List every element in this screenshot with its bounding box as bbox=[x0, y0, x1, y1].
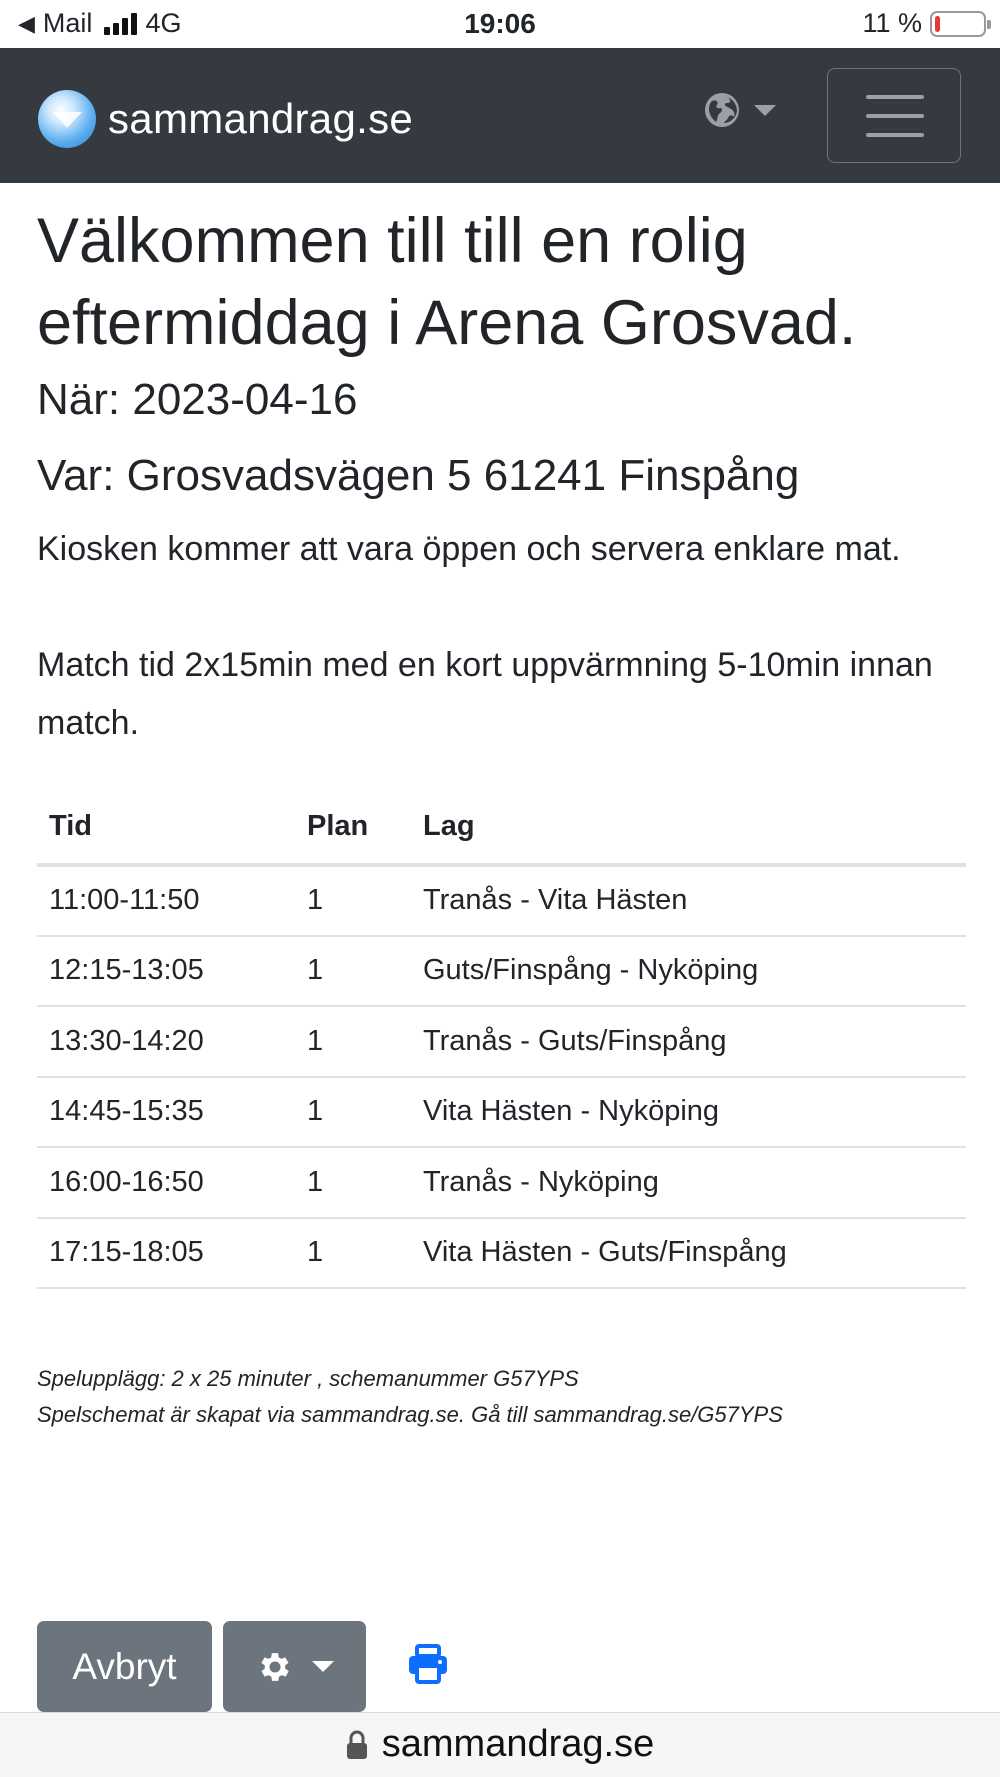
table-row bbox=[37, 865, 966, 936]
cell-plan: 1 bbox=[295, 1147, 411, 1218]
table-row bbox=[37, 1077, 966, 1148]
network-label: 4G bbox=[145, 8, 182, 38]
chevron-down-icon bbox=[754, 105, 776, 116]
schedule-table bbox=[37, 810, 966, 1289]
cell-teams: Guts/Finspång - Nyköping bbox=[411, 936, 966, 1007]
menu-icon bbox=[866, 95, 924, 99]
cancel-button[interactable]: Avbryt bbox=[37, 1621, 212, 1712]
cell-teams: Tranås - Guts/Finspång bbox=[411, 1006, 966, 1077]
cell-plan: 1 bbox=[295, 936, 411, 1007]
globe-icon bbox=[704, 92, 740, 128]
main-content bbox=[37, 200, 963, 1433]
settings-dropdown-button[interactable] bbox=[223, 1621, 366, 1712]
cell-time: 16:00-16:50 bbox=[37, 1147, 295, 1218]
chevron-down-icon bbox=[312, 1661, 334, 1672]
back-arrow-icon[interactable]: ◀ bbox=[18, 10, 35, 36]
cell-time: 11:00-11:50 bbox=[37, 865, 295, 936]
table-row bbox=[37, 1218, 966, 1289]
browser-url-bar[interactable] bbox=[0, 1712, 1000, 1777]
navbar bbox=[0, 48, 1000, 183]
event-description bbox=[37, 520, 963, 752]
cell-plan: 1 bbox=[295, 865, 411, 936]
lock-icon bbox=[346, 1730, 368, 1760]
language-dropdown[interactable] bbox=[704, 92, 776, 128]
gear-icon bbox=[256, 1648, 294, 1686]
cell-teams: Vita Hästen - Nyköping bbox=[411, 1077, 966, 1148]
event-date: När: 2023-04-16 bbox=[37, 375, 358, 424]
battery-percent: 11 % bbox=[862, 8, 922, 38]
carrier-label: Mail bbox=[42, 8, 93, 38]
table-row bbox=[37, 936, 966, 1007]
menu-toggle-button[interactable] bbox=[827, 68, 961, 163]
table-row bbox=[37, 1006, 966, 1077]
description-paragraph: Kiosken kommer att vara öppen och servera enklare mat. bbox=[37, 530, 901, 568]
print-button[interactable] bbox=[407, 1644, 449, 1689]
url-text: sammandrag.se bbox=[381, 1723, 655, 1765]
schedule-footnote bbox=[37, 1361, 963, 1433]
cell-time: 17:15-18:05 bbox=[37, 1218, 295, 1289]
cell-time: 12:15-13:05 bbox=[37, 936, 295, 1007]
url-display[interactable] bbox=[0, 1723, 1000, 1766]
cell-time: 13:30-14:20 bbox=[37, 1006, 295, 1077]
cell-plan: 1 bbox=[295, 1218, 411, 1289]
header-plan: Plan bbox=[295, 810, 411, 865]
footnote-source: Spelschemat är skapat via sammandrag.se. Gå till sammandrag.se/G57YPS bbox=[37, 1402, 783, 1427]
cell-teams: Tranås - Nyköping bbox=[411, 1147, 966, 1218]
event-location: Var: Grosvadsvägen 5 61241 Finspång bbox=[37, 451, 800, 500]
header-tid: Tid bbox=[37, 810, 295, 865]
logo-icon bbox=[38, 90, 96, 148]
cell-plan: 1 bbox=[295, 1006, 411, 1077]
description-paragraph: Match tid 2x15min med en kort uppvärmning 5-10min innan match. bbox=[37, 646, 933, 742]
brand-name: sammandrag.se bbox=[108, 95, 414, 142]
cell-teams: Tranås - Vita Hästen bbox=[411, 865, 966, 936]
status-bar bbox=[0, 0, 1000, 48]
cell-teams: Vita Hästen - Guts/Finspång bbox=[411, 1218, 966, 1289]
table-row bbox=[37, 1147, 966, 1218]
status-right bbox=[862, 8, 986, 39]
cell-time: 14:45-15:35 bbox=[37, 1077, 295, 1148]
battery-fill bbox=[935, 16, 940, 32]
cell-plan: 1 bbox=[295, 1077, 411, 1148]
brand-link[interactable] bbox=[38, 90, 413, 148]
battery-icon bbox=[930, 11, 986, 37]
status-time: 19:06 bbox=[464, 8, 536, 39]
print-icon bbox=[407, 1644, 449, 1684]
action-bar bbox=[37, 1621, 449, 1712]
footnote-format: Spelupplägg: 2 x 25 minuter , schemanummer G57YPS bbox=[37, 1366, 579, 1391]
header-lag: Lag bbox=[411, 810, 966, 865]
table-header-row bbox=[37, 810, 966, 865]
page-title: Välkommen till till en rolig eftermiddag i Arena Grosvad. bbox=[37, 206, 857, 358]
